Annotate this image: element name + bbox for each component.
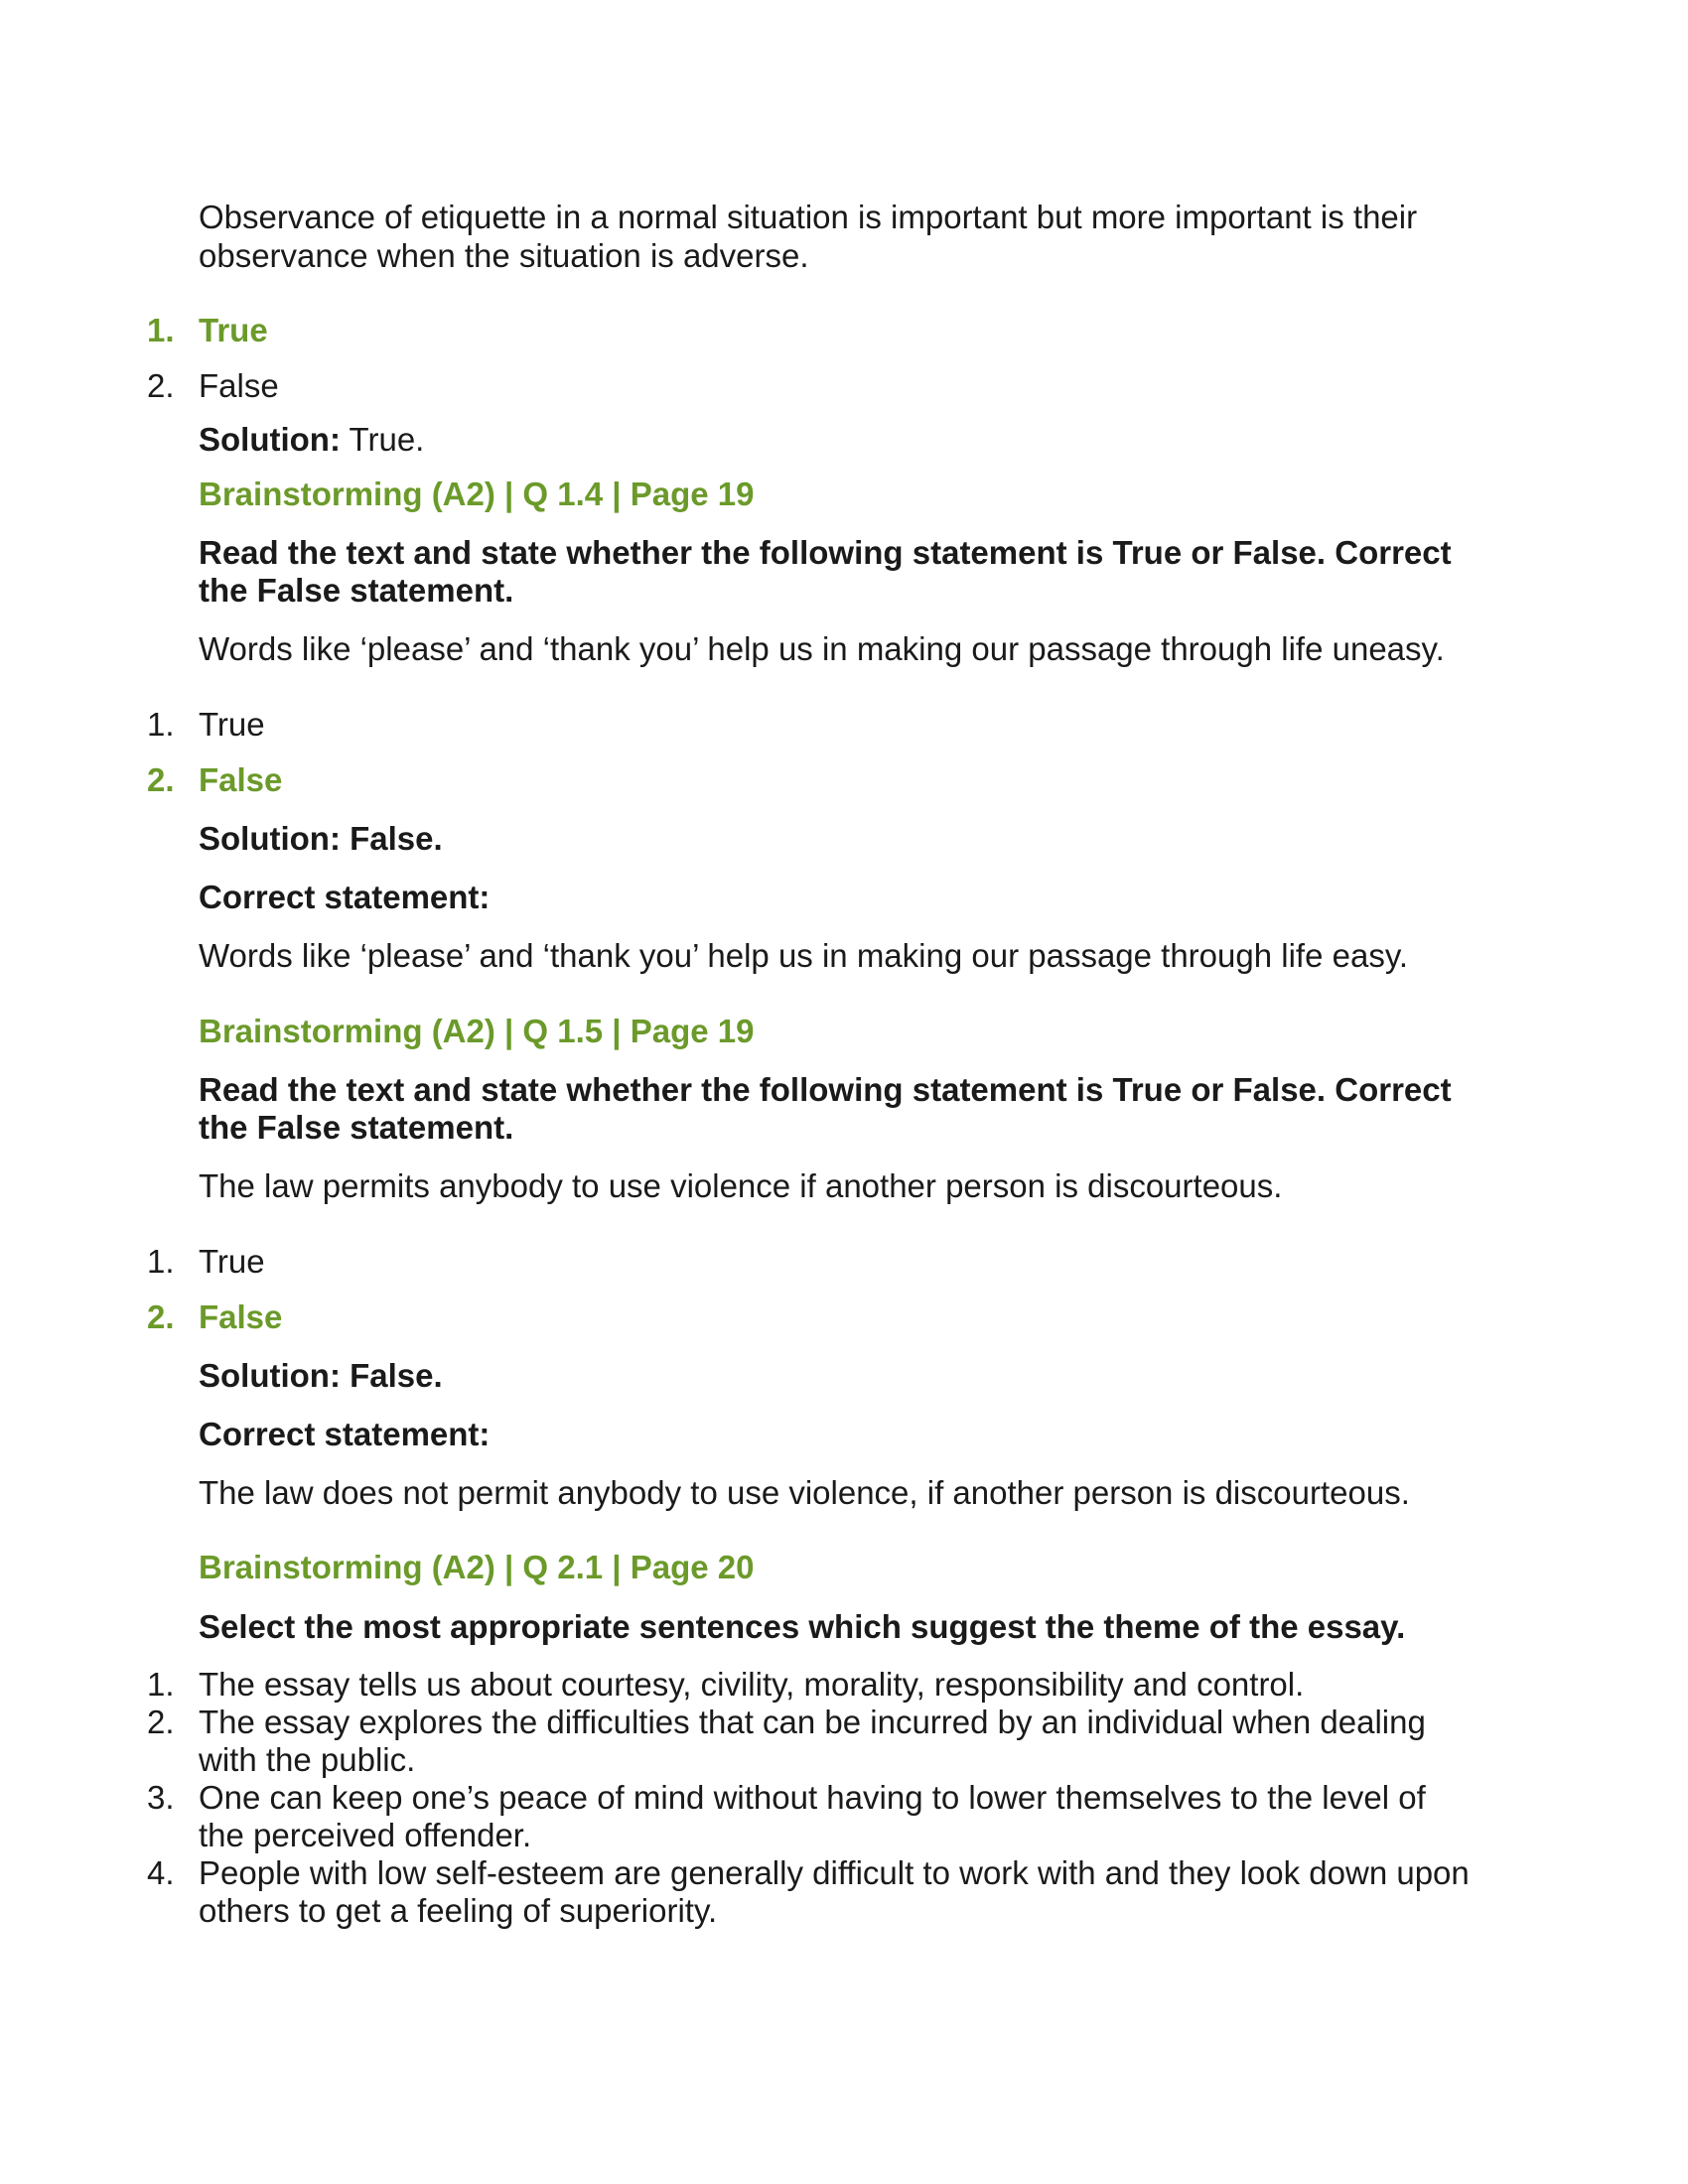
- option: False: [199, 367, 279, 404]
- intro-line-1: Observance of etiquette in a normal situation is important but more important is their: [199, 199, 1418, 235]
- question-heading: Brainstorming (A2) | Q 2.1 | Page 20: [199, 1549, 755, 1585]
- option-correct: False: [199, 761, 283, 798]
- list-item-line-2: the perceived offender.: [199, 1817, 532, 1853]
- intro-line-2: observance when the situation is adverse.: [199, 237, 809, 274]
- option-number: 2.: [147, 1298, 175, 1335]
- correct-statement-label: Correct statement:: [199, 1416, 491, 1452]
- list-item-number: 2.: [147, 1704, 175, 1740]
- instruction-line-1: Read the text and state whether the following statement is True or False. Correct: [199, 534, 1452, 571]
- instruction: Select the most appropriate sentences which suggest the theme of the essay.: [199, 1608, 1406, 1645]
- solution: [199, 421, 424, 459]
- option-number: 2.: [147, 367, 175, 404]
- option-number: 1.: [147, 706, 175, 743]
- list-item-line-1: One can keep one’s peace of mind without having to lower themselves to the level of: [199, 1779, 1426, 1816]
- list-item-number: 3.: [147, 1779, 175, 1816]
- list-item-line-1: The essay tells us about courtesy, civility, morality, responsibility and control.: [199, 1666, 1305, 1703]
- statement: Words like ‘please’ and ‘thank you’ help us in making our passage through life uneasy.: [199, 630, 1445, 667]
- correct-statement: Words like ‘please’ and ‘thank you’ help us in making our passage through life easy.: [199, 937, 1409, 974]
- list-item-line-2: others to get a feeling of superiority.: [199, 1892, 718, 1929]
- question-heading: Brainstorming (A2) | Q 1.4 | Page 19: [199, 476, 755, 512]
- list-item-number: 4.: [147, 1854, 175, 1891]
- list-item-line-1: People with low self-esteem are generally difficult to work with and they look down upon: [199, 1854, 1470, 1891]
- option-correct: True: [199, 312, 268, 348]
- instruction-line-1: Read the text and state whether the following statement is True or False. Correct: [199, 1071, 1452, 1108]
- solution-value: True.: [340, 421, 425, 458]
- question-heading: Brainstorming (A2) | Q 1.5 | Page 19: [199, 1013, 755, 1049]
- solution: Solution: False.: [199, 820, 443, 857]
- option: True: [199, 706, 265, 743]
- option-number: 1.: [147, 312, 175, 348]
- list-item-line-2: with the public.: [199, 1741, 416, 1778]
- solution: Solution: False.: [199, 1357, 443, 1394]
- instruction-line-2: the False statement.: [199, 572, 514, 609]
- option: True: [199, 1243, 265, 1280]
- solution-label: Solution:: [199, 421, 341, 458]
- statement: The law permits anybody to use violence if another person is discourteous.: [199, 1167, 1283, 1204]
- list-item-line-1: The essay explores the difficulties that can be incurred by an individual when dealing: [199, 1704, 1426, 1740]
- correct-statement-label: Correct statement:: [199, 879, 491, 915]
- instruction-line-2: the False statement.: [199, 1109, 514, 1146]
- option-correct: False: [199, 1298, 283, 1335]
- correct-statement: The law does not permit anybody to use violence, if another person is discourteous.: [199, 1474, 1410, 1511]
- list-item-number: 1.: [147, 1666, 175, 1703]
- option-number: 2.: [147, 761, 175, 798]
- option-number: 1.: [147, 1243, 175, 1280]
